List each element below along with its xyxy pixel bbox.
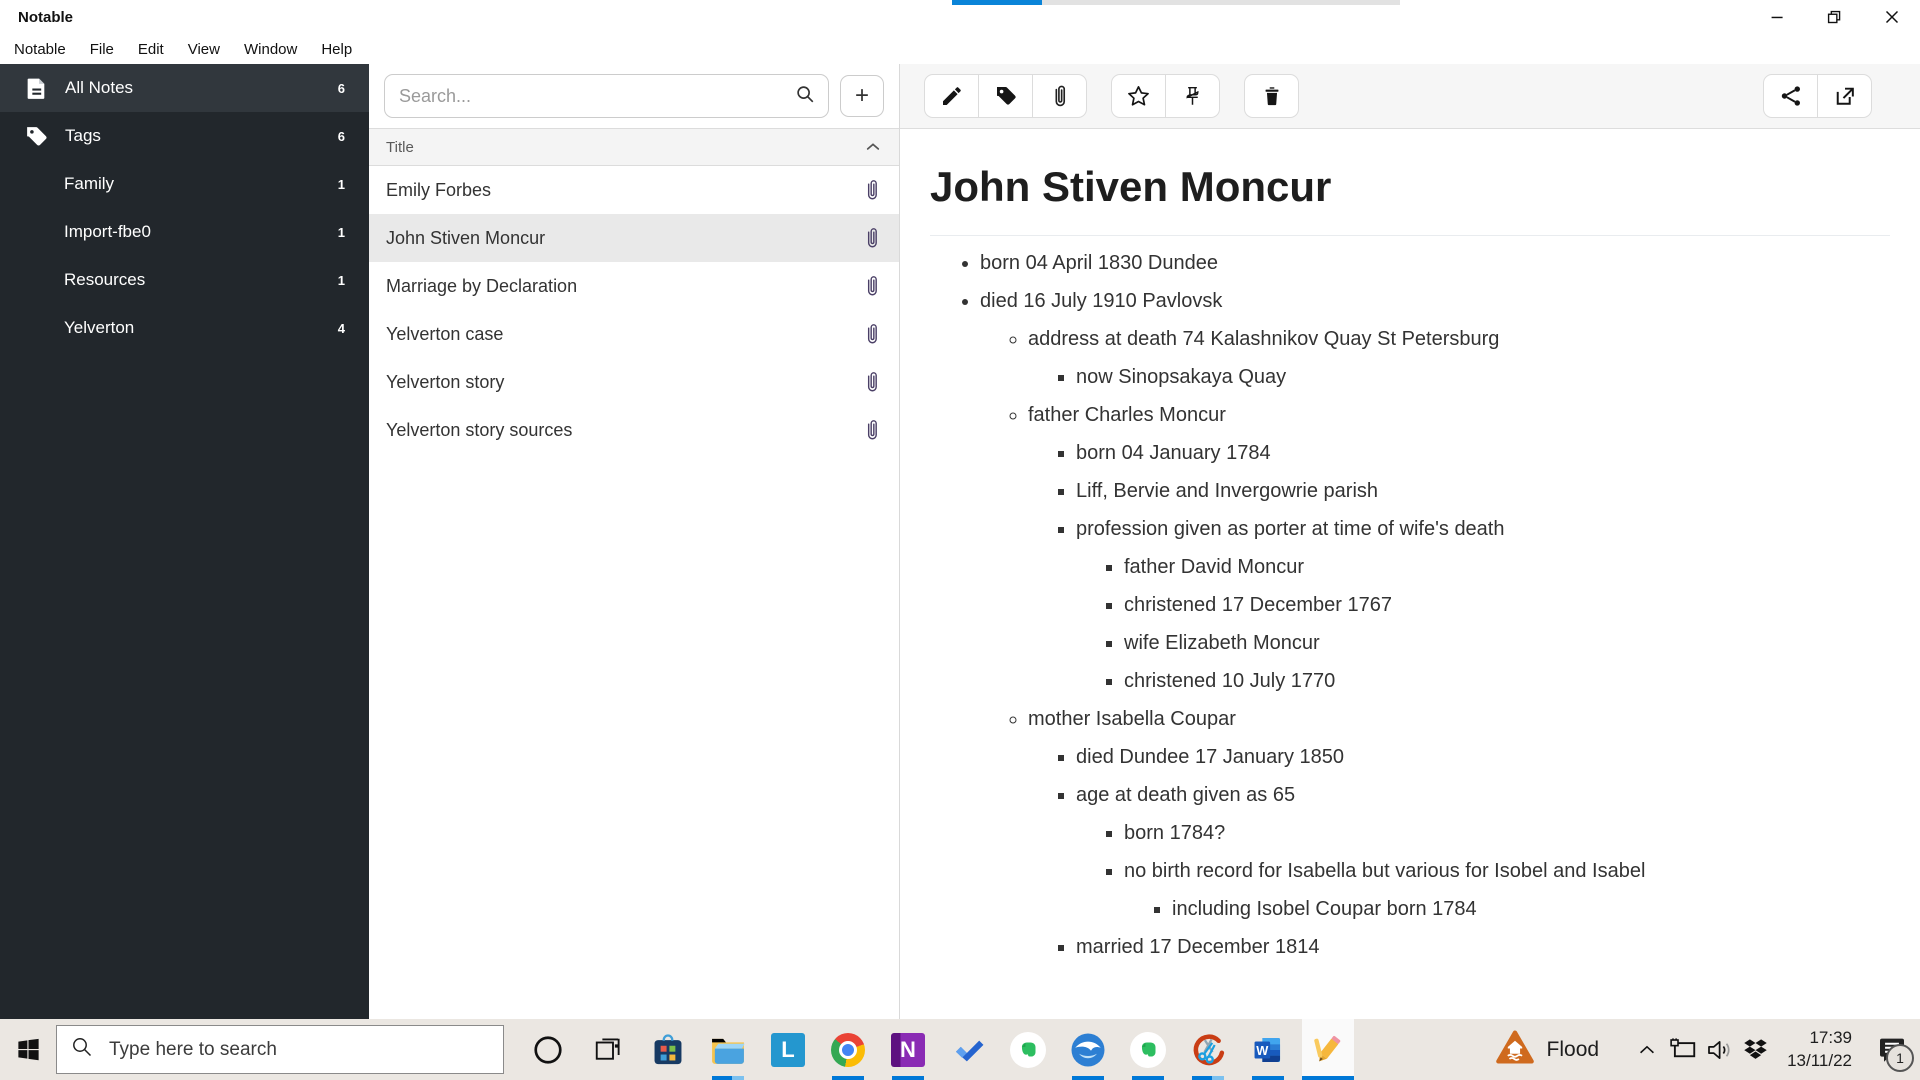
share-icon (1778, 83, 1804, 109)
trash-icon (1261, 84, 1283, 108)
running-indicator (1132, 1076, 1164, 1080)
outline-item: ◦ address at death 74 Kalashnikov Quay St Petersburg ▪ now Sinopsakaya Quay (1028, 326, 1890, 390)
notes-list-pane (369, 64, 900, 1019)
favorite-star-button[interactable] (1111, 74, 1166, 118)
menu-item-help[interactable]: Help (321, 40, 353, 58)
task-view-icon (593, 1035, 623, 1065)
taskbar-microsoft-store-app[interactable] (642, 1019, 694, 1080)
chrome-icon (831, 1033, 865, 1067)
volume-icon[interactable] (1701, 1019, 1737, 1080)
menu-bar (0, 34, 1920, 64)
running-indicator (1252, 1076, 1284, 1080)
running-indicator (712, 1076, 744, 1080)
toolbar-group (1244, 74, 1299, 118)
flood-label: Flood (1546, 1037, 1600, 1061)
sidebar-item-count: 1 (337, 272, 345, 288)
tray-expand-chevron-icon[interactable] (1629, 1019, 1665, 1080)
note-row[interactable] (369, 214, 899, 262)
tag-button[interactable] (979, 74, 1033, 118)
flood-alert[interactable] (1495, 1029, 1600, 1070)
sidebar-item-label: Family (64, 174, 115, 193)
sidebar-item-tags[interactable] (0, 112, 369, 160)
pin-icon (1182, 84, 1203, 108)
thunderbird-icon (1070, 1032, 1106, 1068)
outline-item: ▪ born 1784? (1124, 820, 1890, 846)
taskbar-chrome-app[interactable] (822, 1019, 874, 1080)
clock-date: 13/11/22 (1787, 1050, 1852, 1070)
title-column-header: Title (386, 138, 414, 156)
note-row[interactable] (369, 262, 899, 310)
edit-pencil-icon (940, 84, 964, 108)
taskbar-microsoft-todo-app[interactable] (942, 1019, 994, 1080)
toolbar-right-group (1763, 74, 1872, 118)
note-row[interactable] (369, 406, 899, 454)
running-indicator (892, 1076, 924, 1080)
outline-item: ▪ Liff, Bervie and Invergowrie parish (1076, 478, 1890, 504)
outline-item: ▪ died Dundee 17 January 1850 (1076, 744, 1890, 770)
paperclip-icon (862, 417, 882, 443)
note-row[interactable] (369, 310, 899, 358)
taskbar-shotcut-app[interactable] (1182, 1019, 1234, 1080)
note-row-title: Yelverton story sources (386, 419, 573, 440)
sidebar-item-label: Yelverton (64, 318, 135, 337)
taskbar-evernote-app[interactable] (1002, 1019, 1054, 1080)
taskbar-cortana-button[interactable] (522, 1019, 574, 1080)
minimize-button[interactable] (1749, 0, 1806, 34)
outline-item: ▪ christened 10 July 1770 (1124, 668, 1890, 694)
note-row-title: Marriage by Declaration (386, 275, 578, 296)
sidebar-item-resources[interactable] (0, 256, 369, 304)
notification-center-button[interactable] (1864, 1019, 1920, 1080)
search-input[interactable] (397, 85, 794, 108)
outline-item: ◦ father Charles Moncur ▪ born 04 January 1784 ▪ Liff, Bervie and Invergowrie parish ▪ profession given as porter at time of wife's death ▪ father David Moncur ▪ christened 17 December 1767 ▪ wife Elizabeth Moncur ▪ christened 10 July 1770 (1028, 402, 1890, 694)
outline-item: ▪ including Isobel Coupar born 1784 (1172, 896, 1890, 922)
restore-button[interactable] (1806, 0, 1863, 34)
sidebar (0, 64, 369, 1019)
cortana-icon (532, 1034, 564, 1066)
sidebar-item-count: 6 (337, 80, 345, 96)
toolbar-group (924, 74, 1087, 118)
paperclip-icon (862, 321, 882, 347)
outline-item: ▪ father David Moncur (1124, 554, 1890, 580)
sidebar-item-label: All Notes (65, 78, 134, 97)
note-outline-sublist (1028, 364, 1890, 390)
running-indicator (1302, 1076, 1354, 1080)
note-outline-sublist (1028, 744, 1890, 960)
taskbar (0, 1019, 1920, 1080)
outline-item: • born 04 April 1830 Dundee (980, 250, 1890, 276)
start-button[interactable] (0, 1019, 56, 1080)
outline-item: • died 16 July 1910 Pavlovsk ◦ address at death 74 Kalashnikov Quay St Petersburg ▪ now Sinopsakaya Quay ◦ father Charles Moncur ▪ born 04 January 1784 ▪ Liff, Bervie and Invergowrie parish ▪ profession given as porter at time of wife's death ▪ father David Moncur ▪ christened 17 December 1767 ▪ wife Elizabeth Moncur ▪ christened 10 July 1770 ◦ mother Isabella Coupar ▪ died Dundee 17 January 1850 ▪ age at death given as 65 ▪ born 1784? ▪ no birth record for Isabella but various for Isobel and Isabel ▪ including Isobel Coupar born 1784 ▪ married 17 December 1814 (980, 288, 1890, 960)
evernote-icon (1010, 1032, 1046, 1068)
favorite-star-icon (1125, 83, 1152, 110)
sidebar-item-count: 1 (337, 176, 345, 192)
note-title: John Stiven Moncur (930, 163, 1890, 236)
sidebar-item-family[interactable] (0, 160, 369, 208)
outline-item: ▪ christened 17 December 1767 (1124, 592, 1890, 618)
sidebar-item-label: Tags (65, 126, 101, 145)
tag-icon (24, 124, 49, 149)
evernote-2-icon (1130, 1032, 1166, 1068)
toolbar-group (1111, 74, 1220, 118)
tag-icon (994, 84, 1018, 108)
attachment-icon (1049, 84, 1071, 108)
sidebar-item-all-notes[interactable] (0, 64, 369, 112)
note-row[interactable] (369, 166, 899, 214)
taskbar-search-box[interactable] (56, 1025, 504, 1074)
open-external-icon (1832, 84, 1857, 109)
taskbar-libreoffice-app[interactable] (762, 1019, 814, 1080)
note-outline-container (930, 250, 1890, 960)
outline-item: ▪ wife Elizabeth Moncur (1124, 630, 1890, 656)
main-area (0, 64, 1920, 1019)
notes-list-header[interactable] (369, 128, 899, 166)
running-indicator (832, 1076, 864, 1080)
note-row-title: Yelverton case (386, 323, 504, 344)
svg-text:W: W (1256, 1042, 1269, 1058)
note-outline-sublist (1076, 820, 1890, 922)
outline-item: ▪ no birth record for Isabella but various for Isobel and Isabel ▪ including Isobel Coupar born 1784 (1124, 858, 1890, 922)
outline-item: ▪ age at death given as 65 ▪ born 1784? ▪ no birth record for Isabella but various for Isobel and Isabel ▪ including Isobel Coupar born 1784 (1076, 782, 1890, 922)
attachment-button[interactable] (1033, 74, 1087, 118)
window-title: Notable (18, 8, 74, 26)
network-display-icon[interactable] (1665, 1019, 1701, 1080)
window-controls (1749, 0, 1920, 34)
sidebar-item-label: Import-fbe0 (64, 222, 151, 241)
dropbox-icon[interactable] (1737, 1019, 1773, 1080)
paperclip-icon (862, 225, 882, 251)
note-outline-sublist (1076, 554, 1890, 694)
add-note-button[interactable]: + (840, 75, 884, 117)
chevron-up-icon[interactable] (864, 138, 882, 156)
running-indicator (1072, 1076, 1104, 1080)
edit-pencil-button[interactable] (924, 74, 979, 118)
paperclip-icon (862, 273, 882, 299)
taskbar-onenote-app[interactable] (882, 1019, 934, 1080)
onenote-icon: N (891, 1033, 925, 1067)
sidebar-item-count: 6 (337, 128, 345, 144)
word-icon (1251, 1033, 1285, 1067)
note-icon (24, 76, 49, 101)
taskbar-thunderbird-app[interactable] (1062, 1019, 1114, 1080)
taskbar-notable-app[interactable] (1302, 1019, 1354, 1080)
open-external-button[interactable] (1818, 74, 1872, 118)
microsoft-store-icon (651, 1033, 685, 1067)
trash-button[interactable] (1244, 74, 1299, 118)
window-top-strip (952, 0, 1400, 5)
sidebar-item-import-fbe0[interactable] (0, 208, 369, 256)
note-outline-sublist (1124, 896, 1890, 922)
sidebar-item-count: 1 (337, 224, 345, 240)
taskbar-evernote-2-app[interactable] (1122, 1019, 1174, 1080)
clock[interactable] (1787, 1027, 1852, 1071)
note-outline-sublist (980, 326, 1890, 960)
microsoft-todo-icon (951, 1033, 985, 1067)
search-row (369, 64, 899, 128)
menu-item-edit[interactable]: Edit (137, 40, 164, 58)
paperclip-icon (862, 177, 882, 203)
clock-time: 17:39 (1809, 1028, 1852, 1048)
notable-icon (1312, 1033, 1345, 1066)
taskbar-file-explorer-app[interactable] (702, 1019, 754, 1080)
shotcut-icon (1191, 1033, 1225, 1067)
note-outline (930, 250, 1890, 960)
outline-item: ▪ now Sinopsakaya Quay (1076, 364, 1890, 390)
search-icon (794, 83, 816, 110)
taskbar-word-app[interactable] (1242, 1019, 1294, 1080)
outline-item: ▪ profession given as porter at time of wife's death ▪ father David Moncur ▪ christened 17 December 1767 ▪ wife Elizabeth Moncur ▪ christened 10 July 1770 (1076, 516, 1890, 694)
sidebar-item-label: Resources (64, 270, 146, 289)
note-row-title: Emily Forbes (386, 179, 492, 200)
note-row-title: John Stiven Moncur (386, 227, 546, 248)
share-button[interactable] (1763, 74, 1818, 118)
running-indicator (1192, 1076, 1224, 1080)
note-row-title: Yelverton story (386, 371, 505, 392)
taskbar-search-icon (70, 1035, 94, 1064)
editor-toolbar (900, 64, 1920, 129)
top-strip-gray (1042, 0, 1400, 5)
paperclip-icon (862, 369, 882, 395)
note-row[interactable] (369, 358, 899, 406)
note-outline-sublist (1028, 440, 1890, 694)
libreoffice-icon: L (771, 1033, 805, 1067)
system-tray (1495, 1019, 1920, 1080)
notification-count-badge: 1 (1886, 1044, 1914, 1072)
outline-item: ▪ born 04 January 1784 (1076, 440, 1890, 466)
file-explorer-icon (710, 1034, 746, 1066)
menu-item-view[interactable]: View (187, 40, 220, 58)
note-body[interactable] (900, 129, 1920, 972)
close-button[interactable] (1863, 0, 1920, 34)
taskbar-apps (522, 1019, 1354, 1080)
menu-item-notable[interactable]: Notable (14, 40, 66, 58)
titlebar (0, 0, 1920, 34)
top-strip-blue (952, 0, 1042, 5)
sidebar-item-yelverton[interactable] (0, 304, 369, 352)
outline-item: ▪ married 17 December 1814 (1076, 934, 1890, 960)
menu-item-file[interactable]: File (89, 40, 114, 58)
notes-list (369, 166, 899, 454)
flood-warning-icon (1495, 1029, 1535, 1070)
outline-item: ◦ mother Isabella Coupar ▪ died Dundee 17 January 1850 ▪ age at death given as 65 ▪ born 1784? ▪ no birth record for Isabella but various for Isobel and Isabel ▪ including Isobel Coupar born 1784 ▪ married 17 December 1814 (1028, 706, 1890, 960)
editor-pane (900, 64, 1920, 1019)
pin-button[interactable] (1166, 74, 1220, 118)
taskbar-task-view-button[interactable] (582, 1019, 634, 1080)
search-box[interactable] (384, 74, 829, 118)
sidebar-item-count: 4 (337, 320, 345, 336)
taskbar-search-input[interactable] (107, 1038, 490, 1062)
menu-item-window[interactable]: Window (243, 40, 298, 58)
